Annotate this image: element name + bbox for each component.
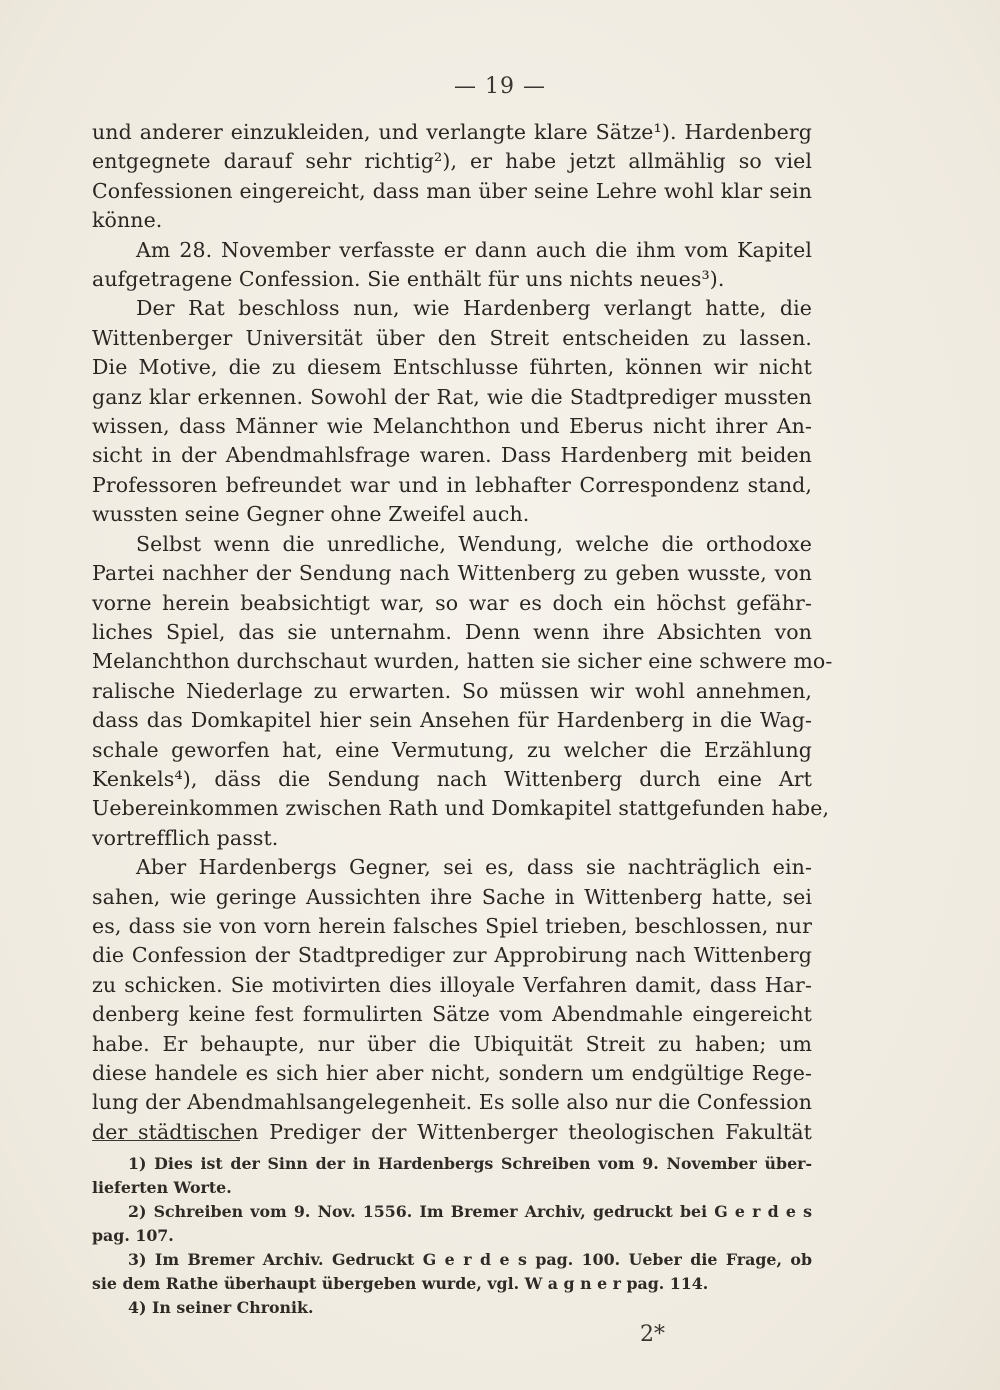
body-line: Confessionen eingereicht, dass man über seine Lehre wohl klar sein <box>92 178 812 203</box>
body-line: sahen, wie geringe Aussichten ihre Sache in Wittenberg hatte, sei <box>92 884 812 909</box>
footnote-1-cont: lieferten Worte. <box>92 1178 232 1197</box>
body-line: Uebereinkommen zwischen Rath und Domkapitel stattgefunden habe, <box>92 796 830 821</box>
body-line: die Confession der Stadtprediger zur Approbirung nach Wittenberg <box>92 943 812 968</box>
footnote-2-cont: pag. 107. <box>92 1226 174 1245</box>
footnotes <box>92 1152 812 1320</box>
body-line: ganz klar erkennen. Sowohl der Rat, wie die Stadtprediger mussten <box>92 384 812 409</box>
body-line: Melanchthon durchschaut wurden, hatten sie sicher eine schwere mo- <box>92 649 833 674</box>
body-line: vortrefflich passt. <box>92 825 279 850</box>
body-line: wussten seine Gegner ohne Zweifel auch. <box>92 502 530 527</box>
body-line: diese handele es sich hier aber nicht, sondern um endgültige Rege- <box>92 1061 812 1085</box>
body-line: liches Spiel, das sie unternahm. Denn wenn ihre Absichten von <box>92 619 812 644</box>
body-line: zu schicken. Sie motivirten dies illoyale Verfahren damit, dass Har- <box>92 972 812 997</box>
body-line: entgegnete darauf sehr richtig²), er habe jetzt allmählig so viel <box>92 149 812 174</box>
body-line: könne. <box>92 208 163 233</box>
body-line: habe. Er behaupte, nur über die Ubiquität Streit zu haben; um <box>92 1031 812 1056</box>
body-line: Partei nachher der Sendung nach Wittenberg zu geben wusste, von <box>92 561 812 586</box>
body-line: und anderer einzukleiden, und verlangte klare Sätze¹). Hardenberg <box>92 120 812 144</box>
paragraph-start: Der Rat beschloss nun, wie Hardenberg verlangt hatte, die <box>136 296 812 321</box>
footnote-2: 2) Schreiben vom 9. Nov. 1556. Im Bremer Archiv, gedruckt bei G e r d e s <box>128 1202 812 1221</box>
body-line: vorne herein beabsichtigt war, so war es doch ein höchst gefähr- <box>92 590 812 615</box>
body-line: ralische Niederlage zu erwarten. So müssen wir wohl annehmen, <box>92 678 812 703</box>
body-line: der städtischen Prediger der Wittenberger theologischen Fakultät <box>92 1119 812 1144</box>
body-text <box>92 118 833 1147</box>
footnote-4: 4) In seiner Chronik. <box>128 1298 314 1317</box>
body-line: dass das Domkapitel hier sein Ansehen für Hardenberg in die Wag- <box>92 708 812 733</box>
body-line: wissen, dass Männer wie Melanchthon und Eberus nicht ihrer An- <box>92 414 812 439</box>
body-line: denberg keine fest formulirten Sätze vom Abendmahle eingereicht <box>92 1002 812 1027</box>
footnote-divider <box>92 1140 240 1141</box>
page-number: — 19 — <box>454 74 546 99</box>
body-line: Professoren befreundet war und in lebhafter Correspondenz stand, <box>92 472 812 497</box>
footnote-3-cont: sie dem Rathe überhaupt übergeben wurde, vgl. W a g n e r pag. 114. <box>92 1274 709 1293</box>
footnote-3: 3) Im Bremer Archiv. Gedruckt G e r d e s pag. 100. Ueber die Frage, ob <box>128 1250 812 1269</box>
body-line: es, dass sie von vorn herein falsches Spiel trieben, beschlossen, nur <box>92 913 812 938</box>
signature-mark: 2* <box>640 1322 665 1347</box>
body-line: Wittenberger Universität über den Streit entscheiden zu lassen. <box>92 325 812 350</box>
body-line: Die Motive, die zu diesem Entschlusse führten, können wir nicht <box>92 355 812 380</box>
paragraph-start: Aber Hardenbergs Gegner, sei es, dass sie nachträglich ein- <box>136 855 812 880</box>
body-line: schale geworfen hat, eine Vermutung, zu welcher die Erzählung <box>92 737 812 762</box>
paragraph-start: Am 28. November verfasste er dann auch die ihm vom Kapitel <box>136 237 812 262</box>
body-line: lung der Abendmahlsangelegenheit. Es solle also nur die Confession <box>92 1090 813 1115</box>
body-line: sicht in der Abendmahlsfrage waren. Dass Hardenberg mit beiden <box>92 443 812 468</box>
paragraph-start: Selbst wenn die unredliche, Wendung, welche die orthodoxe <box>136 531 812 556</box>
body-line: aufgetragene Confession. Sie enthält für uns nichts neues³). <box>92 267 725 292</box>
body-line: Kenkels⁴), däss die Sendung nach Wittenberg durch eine Art <box>92 766 812 791</box>
footnote-1: 1) Dies ist der Sinn der in Hardenbergs Schreiben vom 9. November über- <box>128 1154 812 1173</box>
